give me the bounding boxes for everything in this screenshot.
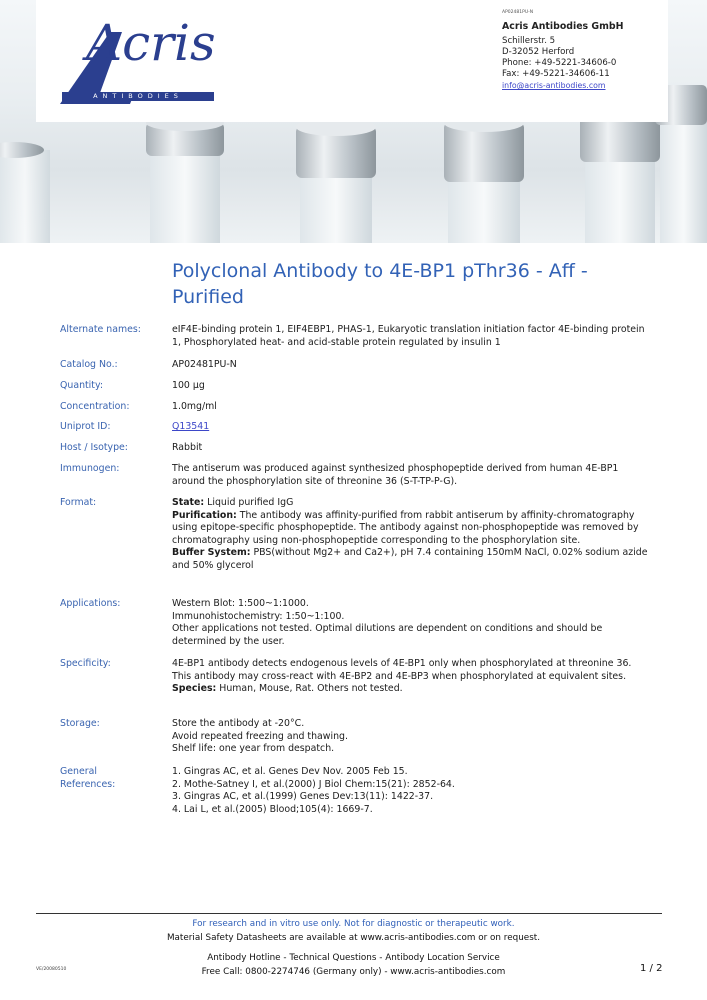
field-label	[60, 766, 170, 791]
buffer-label: Buffer System:	[172, 547, 251, 558]
header-banner	[0, 0, 707, 243]
reference-item: 1. Gingras AC, et al. Genes Dev Nov. 2005 Feb 15.	[172, 766, 408, 777]
field-label: Storage:	[60, 718, 100, 729]
msds-note: Material Safety Datasheets are available at www.acris-antibodies.com or on request.	[166, 933, 541, 943]
storage-line: Shelf life: one year from despatch.	[172, 743, 335, 754]
reference-item: 3. Gingras AC, et al.(1999) Genes Dev:13(11): 1422-37.	[172, 791, 434, 802]
species-label: Species:	[172, 683, 217, 694]
company-address-block	[502, 10, 623, 91]
specificity-species	[172, 683, 650, 696]
specificity-text: 4E-BP1 antibody detects endogenous levels of 4E-BP1 only when phosphorylated at threonine 36. This antibody may cross-react with 4E-BP2 and 4E-BP3 when phosphorylated at equivalent sites.	[172, 658, 632, 682]
logo-subtitle: ANTIBODIES	[62, 92, 214, 101]
application-line: Other applications not tested. Optimal dilutions are dependent on conditions and should be determined by the user.	[172, 623, 603, 647]
phone-number: Phone: +49-5221-34606-0	[502, 58, 617, 68]
format-purification	[172, 510, 650, 548]
field-label: Immunogen:	[60, 463, 120, 474]
format-state	[172, 497, 650, 510]
purification-label: Purification:	[172, 509, 237, 521]
email-link[interactable]: info@acris-antibodies.com	[502, 81, 606, 90]
field-label: Applications:	[60, 598, 121, 609]
freecall-note: Free Call: 0800-2274746 (Germany only) - www.acris-antibodies.com	[201, 967, 506, 977]
references-label-line: General	[60, 766, 97, 777]
field-value	[172, 598, 650, 648]
field-value-wrapper	[172, 421, 650, 434]
application-line: Western Blot: 1:500~1:1000.	[172, 598, 309, 609]
page-title: Polyclonal Antibody to 4E-BP1 pThr36 - Aff - Purified	[172, 260, 588, 308]
field-label: Specificity:	[60, 658, 111, 669]
state-label: State:	[172, 497, 205, 508]
document-id: VE/20080510	[36, 967, 67, 972]
field-value: eIF4E-binding protein 1, EIF4EBP1, PHAS-1, Eukaryotic translation initiation factor 4E-binding protein 1, Phosphorylated heat- and acid-stable protein regulated by insulin 1	[172, 324, 645, 348]
field-label: Quantity:	[60, 380, 103, 391]
field-label: Alternate names:	[60, 324, 141, 335]
doc-code-small: AP02481PU-N	[502, 10, 534, 15]
address-city: D-32052 Herford	[502, 47, 575, 57]
purification-value: The antibody was affinity-purified from rabbit antiserum by affinity-chromatography using epitope-specific phosphopeptide. The antibody against non-phosphopeptide was removed by chromatography using non-phosphopeptide corresponding to the phosphorylation site.	[172, 509, 639, 546]
field-label: Host / Isotype:	[60, 442, 128, 453]
storage-line: Avoid repeated freezing and thawing.	[172, 730, 348, 742]
field-value	[172, 718, 650, 756]
field-label: Uniprot ID:	[60, 421, 111, 432]
state-value: Liquid purified IgG	[207, 497, 294, 508]
research-only-note: For research and in vitro use only. Not for diagnostic or therapeutic work.	[192, 919, 515, 929]
page-number: 1 / 2	[640, 963, 663, 974]
field-label: Concentration:	[60, 401, 130, 412]
field-value: Rabbit	[172, 442, 203, 453]
application-line: Immunohistochemistry: 1:50~1:100.	[172, 610, 345, 622]
fax-number: Fax: +49-5221-34606-11	[502, 69, 610, 79]
field-label: Catalog No.:	[60, 359, 118, 370]
reference-item: 4. Lai L, et al.(2005) Blood;105(4): 1669-7.	[172, 803, 373, 815]
field-value: 100 µg	[172, 380, 205, 391]
hotline-note: Antibody Hotline - Technical Questions - Antibody Location Service	[207, 953, 500, 963]
species-value: Human, Mouse, Rat. Others not tested.	[219, 683, 403, 694]
format-buffer	[172, 547, 650, 572]
field-value	[172, 497, 650, 572]
field-value: AP02481PU-N	[172, 359, 237, 370]
buffer-value: PBS(without Mg2+ and Ca2+), pH 7.4 containing 150mM NaCl, 0.02% sodium azide and 50% glycerol	[172, 547, 648, 571]
field-label: Format:	[60, 497, 97, 508]
field-value	[172, 766, 650, 816]
references-label-line: References:	[60, 778, 116, 790]
address-street: Schillerstr. 5	[502, 36, 556, 46]
field-value: 1.0mg/ml	[172, 401, 217, 412]
company-name: Acris Antibodies GmbH	[502, 21, 624, 32]
uniprot-link[interactable]: Q13541	[172, 421, 210, 432]
field-value: The antiserum was produced against synthesized phosphopeptide derived from human 4E-BP1 around the phosphorylation site of threonine 36 (S-T-TP-P-G).	[172, 463, 619, 487]
logo-text: Acris	[86, 14, 216, 72]
footer-divider	[36, 913, 662, 914]
storage-line: Store the antibody at -20°C.	[172, 718, 305, 729]
field-value	[172, 658, 650, 696]
reference-item: 2. Mothe-Satney I, et al.(2000) J Biol Chem:15(21): 2852-64.	[172, 778, 455, 790]
